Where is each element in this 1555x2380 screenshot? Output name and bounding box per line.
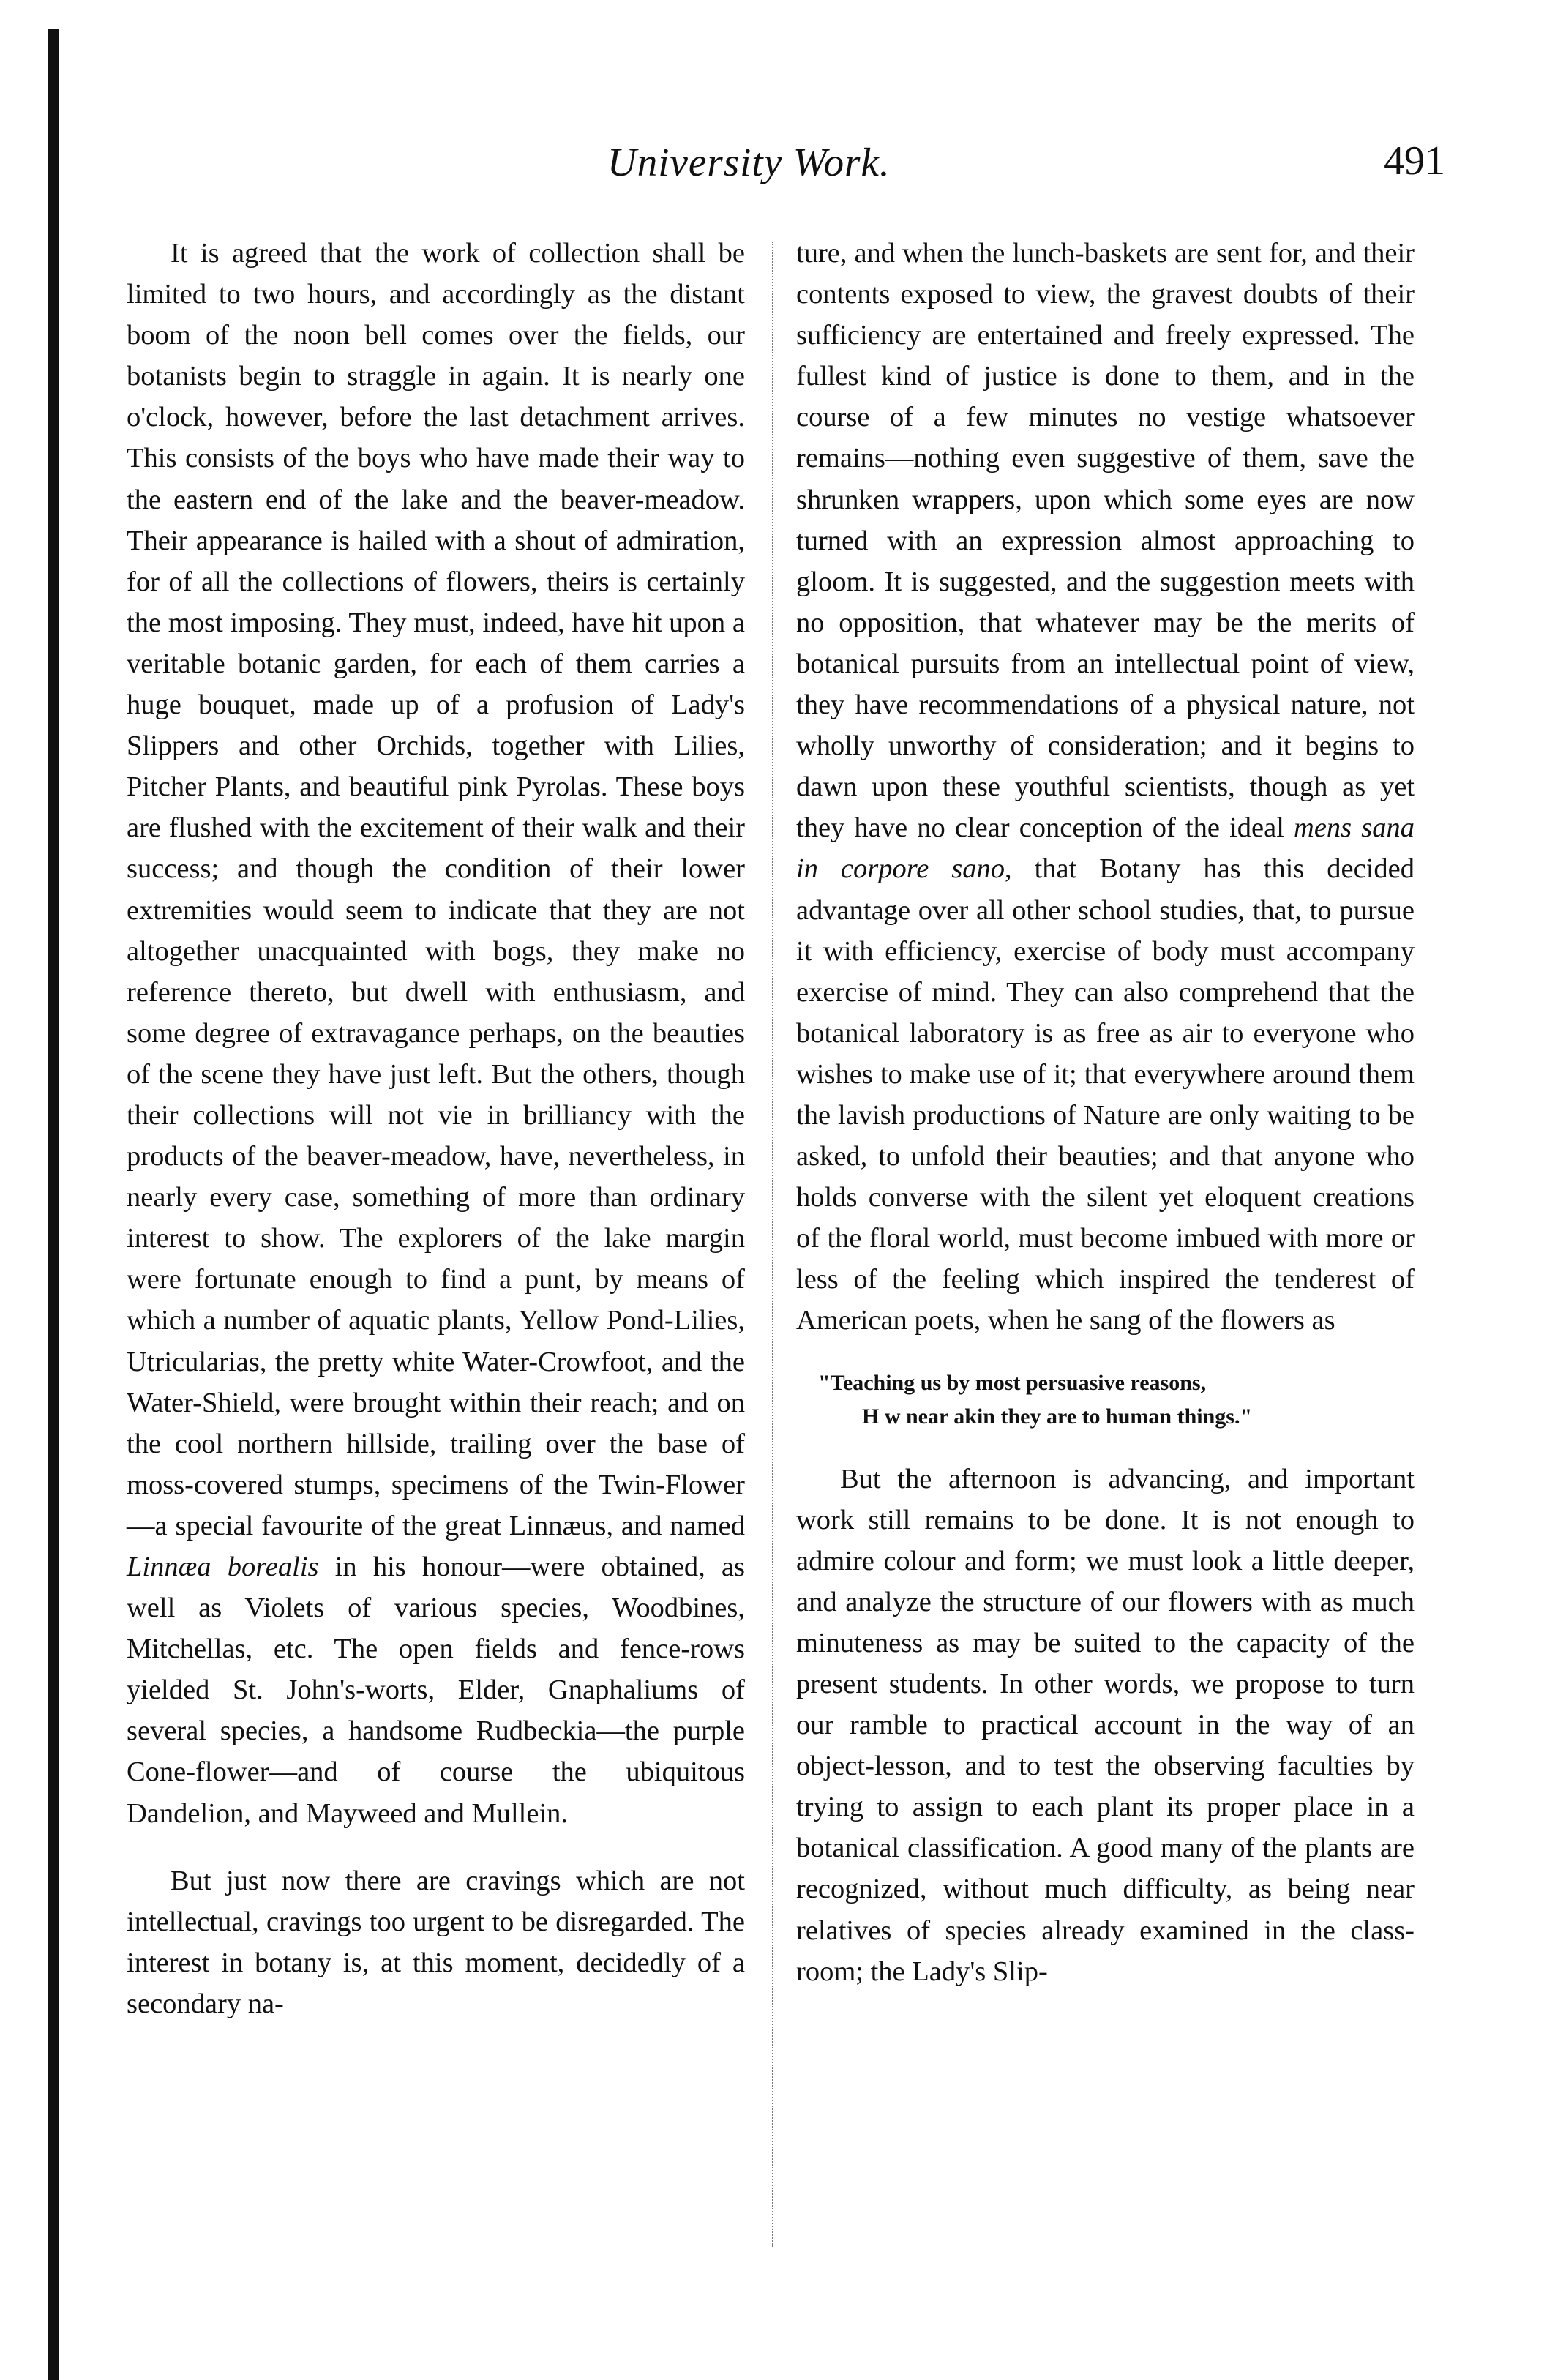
italic-term: Linnæa borealis: [127, 1552, 319, 1582]
column-divider: [772, 242, 773, 2247]
running-head: University Work.: [607, 140, 891, 184]
italic-phrase: mens sana in corpore sano: [796, 812, 1415, 885]
paragraph: It is agreed that the work of collection shall be limited to two hours, and accordingly as the distant boom of the noon bell comes over the fields, our botanists begin to straggle in again. It is nearly one o'clock, however, before the last detachment arrives. This consists of the boys who have made their way to the eastern end of the lake and the beaver-meadow. Their appearance is hailed with a shout of admiration, for of all the collections of flowers, theirs is certainly the most imposing. They must, indeed, have hit upon a veritable botanic garden, for each of them carries a huge bouquet, made up of a profusion of Lady's Slippers and other Orchids, together with Lilies, Pitcher Plants, and beautiful pink Pyrolas. These boys are flushed with the excitement of their walk and their success; and though the condition of their lower extremities would seem to indicate that they are not altogether unacquainted with bogs, they make no reference thereto, but dwell with enthusiasm, and some degree of extravagance perhaps, on the beauties of the scene they have just left. But the others, though their collections will not vie in brilliancy with the products of the beaver-meadow, have, nevertheless, in nearly every case, something of more than ordinary interest to show. The explorers of the lake margin were fortunate enough to find a punt, by means of which a number of aquatic plants, Yellow Pond-Lilies, Utricularias, the pretty white Water-Crowfoot, and the Water-Shield, were brought within their reach; and on the cool northern hillside, trailing over the base of moss-covered stumps, specimens of the Twin-Flower—a special favourite of the great Linnæus, and named Linnæa borealis in his honour—were obtained, as well as Violets of various species, Woodbines, Mitchellas, etc. The open fields and fence-rows yielded St. John's-worts, Elder, Gnaphaliums of several species, a handsome Rudbeckia—the purple Cone-flower—and of course the ubiquitous Dandelion, and Mayweed and Mullein.: [127, 238, 746, 1829]
left-column: [127, 233, 745, 2024]
verse-quote: [818, 1366, 1415, 1434]
paragraph: ture, and when the lunch-baskets are sent for, and their contents exposed to view, the gravest doubts of their sufficiency are entertained and freely expressed. The fullest kind of justice is done to them, and in the course of a few minutes no vestige whatsoever remains—nothing even suggestive of them, save the shrunken wrappers, upon which some eyes are now turned with an expression almost approaching to gloom. It is suggested, and the suggestion meets with no opposition, that whatever may be the merits of botanical pursuits from an intellectual point of view, they have recommendations of a physical nature, not wholly unworthy of consideration; and it begins to dawn upon these youthful scientists, though as yet they have no clear conception of the ideal mens sana in corpore sano, that Botany has this decided advantage over all other school studies, that, to pursue it with efficiency, exercise of body must accompany exercise of mind. They can also comprehend that the botanical laboratory is as free as air to everyone who wishes to make use of it; that everywhere around them the lavish productions of Nature are only waiting to be asked, to unfold their beauties; and that anyone who holds converse with the silent yet eloquent creations of the floral world, must become imbued with more or less of the feeling which inspired the tenderest of American poets, when he sang of the flowers as: [796, 238, 1415, 1336]
quote-line: H w near akin they are to human things.": [862, 1404, 1253, 1429]
scan-edge: [48, 29, 59, 2380]
right-column: [796, 233, 1415, 1992]
paragraph: But just now there are cravings which are not intellectual, cravings too urgent to be disregarded. The interest in botany is, at this moment, decidedly of a secondary na-: [127, 1865, 745, 2019]
page-number: 491: [1384, 138, 1445, 184]
quote-line: "Teaching us by most persuasive reasons,: [818, 1370, 1207, 1395]
paragraph: But the afternoon is advancing, and important work still remains to be done. It is not enough to admire colour and form; we must look a little deeper, and analyze the structure of our flowers with as much minuteness as may be suited to the capacity of the present students. In other words, we propose to turn our ramble to practical account in the way of an object-lesson, and to test the observing faculties by trying to assign to each plant its proper place in a botanical classification. A good many of the plants are recognized, without much difficulty, as being near relatives of species already examined in the class-room; the Lady's Slip-: [796, 1463, 1415, 1987]
